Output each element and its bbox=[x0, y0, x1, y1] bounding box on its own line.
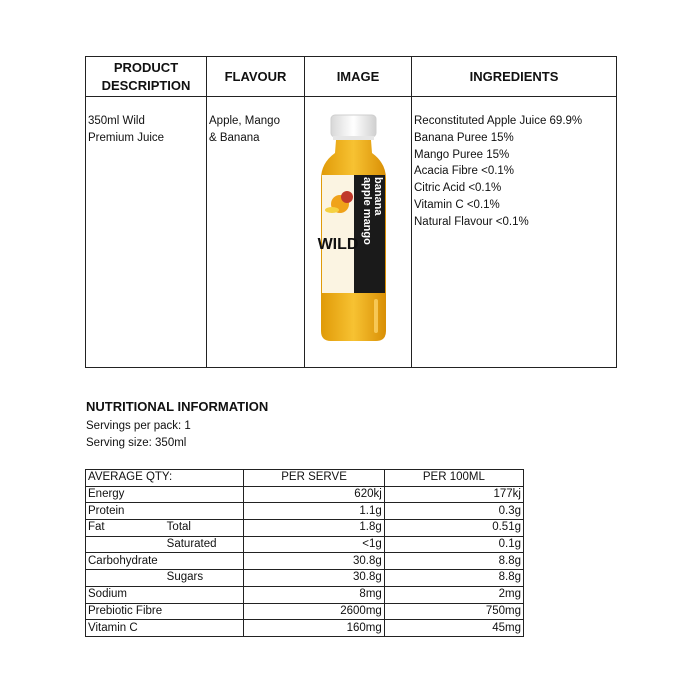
header-description-line2: DESCRIPTION bbox=[101, 77, 191, 93]
header-description-line1: PRODUCT bbox=[113, 59, 179, 75]
nutrient-per-serve: 160mg bbox=[244, 620, 384, 637]
bottle-flavour-line1: apple mango bbox=[361, 177, 373, 245]
banana-graphic bbox=[325, 207, 339, 213]
header-flavour: FLAVOUR bbox=[207, 57, 305, 97]
nutrition-row-prebiotic-fibre bbox=[86, 603, 524, 620]
ingredients-list bbox=[414, 113, 614, 231]
nutrient-per-100ml: 8.8g bbox=[384, 570, 523, 587]
nutrition-row-carbohydrate bbox=[86, 553, 524, 570]
nutrient-subname bbox=[165, 553, 244, 570]
nutrient-per-serve: <1g bbox=[244, 536, 384, 553]
product-description-line1: 350ml Wild bbox=[88, 115, 145, 127]
product-header-row bbox=[86, 57, 617, 97]
product-image-cell bbox=[305, 97, 412, 368]
nutrient-name: Prebiotic Fibre bbox=[86, 603, 165, 620]
nutrition-row-sugars bbox=[86, 570, 524, 587]
nutrition-row-sodium bbox=[86, 586, 524, 603]
serving-size: Serving size: 350ml bbox=[86, 437, 187, 449]
ingredient-item: Reconstituted Apple Juice 69.9% bbox=[414, 115, 583, 127]
nutrient-per-serve: 2600mg bbox=[244, 603, 384, 620]
nutrient-per-100ml: 45mg bbox=[384, 620, 523, 637]
nutrient-name bbox=[86, 536, 165, 553]
ingredient-item: Acacia Fibre <0.1% bbox=[414, 165, 515, 178]
nutrient-per-100ml: 8.8g bbox=[384, 553, 523, 570]
ingredient-item: Natural Flavour <0.1% bbox=[414, 215, 529, 228]
header-product-description bbox=[86, 57, 207, 97]
product-description-line2: Premium Juice bbox=[88, 131, 165, 144]
nutrient-subname: Saturated bbox=[165, 536, 244, 553]
nutrient-subname bbox=[165, 586, 244, 603]
nutrient-subname bbox=[165, 503, 244, 520]
ingredient-item: Banana Puree 15% bbox=[414, 131, 514, 144]
nutrient-per-100ml: 0.3g bbox=[384, 503, 523, 520]
nutrient-per-serve: 8mg bbox=[244, 586, 384, 603]
product-flavour-line1: Apple, Mango bbox=[209, 115, 280, 127]
nutrient-name bbox=[86, 570, 165, 587]
product-table bbox=[85, 56, 617, 368]
nutrition-row-fat-total bbox=[86, 520, 524, 537]
apple-graphic bbox=[341, 191, 353, 203]
nutrition-header-row bbox=[86, 470, 524, 487]
nutrient-per-serve: 30.8g bbox=[244, 570, 384, 587]
bottle-flavour-line2: banana bbox=[372, 177, 384, 216]
nutrient-name: Protein bbox=[86, 503, 165, 520]
servings-per-pack: Servings per pack: 1 bbox=[86, 420, 191, 432]
nutrient-subname: Total bbox=[165, 520, 244, 537]
nutrient-subname bbox=[165, 620, 244, 637]
nutrient-name: Fat bbox=[86, 520, 165, 537]
nutrient-per-100ml: 177kj bbox=[384, 486, 523, 503]
column-per-100ml: PER 100ML bbox=[384, 470, 523, 487]
product-body-row bbox=[86, 97, 617, 368]
nutrient-per-serve: 30.8g bbox=[244, 553, 384, 570]
nutrition-table bbox=[85, 469, 524, 637]
nutrient-per-100ml: 750mg bbox=[384, 603, 523, 620]
nutrient-subname bbox=[165, 603, 244, 620]
bottle-brand: WILD bbox=[317, 236, 359, 253]
nutrition-row-protein bbox=[86, 503, 524, 520]
header-ingredients: INGREDIENTS bbox=[412, 57, 617, 97]
nutrient-subname bbox=[165, 486, 244, 503]
nutrient-per-100ml: 2mg bbox=[384, 586, 523, 603]
nutritional-information-title: NUTRITIONAL INFORMATION bbox=[86, 399, 269, 414]
nutrient-per-serve: 620kj bbox=[244, 486, 384, 503]
nutrient-name: Sodium bbox=[86, 586, 165, 603]
nutrition-row-fat-saturated bbox=[86, 536, 524, 553]
nutrient-name: Energy bbox=[86, 486, 165, 503]
product-description-cell bbox=[86, 97, 207, 368]
nutrition-row-energy bbox=[86, 486, 524, 503]
nutrient-name: Carbohydrate bbox=[86, 553, 165, 570]
column-per-serve: PER SERVE bbox=[244, 470, 384, 487]
product-flavour-line2: & Banana bbox=[209, 131, 260, 144]
product-ingredients-cell bbox=[412, 97, 617, 368]
ingredient-item: Vitamin C <0.1% bbox=[414, 198, 500, 211]
bottle-highlight bbox=[374, 299, 378, 333]
nutrient-per-100ml: 0.51g bbox=[384, 520, 523, 537]
juice-bottle-image bbox=[314, 109, 402, 349]
nutrition-row-vitamin-c bbox=[86, 620, 524, 637]
nutrient-subname: Sugars bbox=[165, 570, 244, 587]
ingredient-item: Citric Acid <0.1% bbox=[414, 182, 502, 195]
nutrient-per-serve: 1.1g bbox=[244, 503, 384, 520]
ingredient-item: Mango Puree 15% bbox=[414, 148, 510, 161]
nutrient-per-100ml: 0.1g bbox=[384, 536, 523, 553]
product-flavour-cell bbox=[207, 97, 305, 368]
bottle-cap-ring bbox=[333, 136, 374, 140]
nutrient-per-serve: 1.8g bbox=[244, 520, 384, 537]
nutrient-name: Vitamin C bbox=[86, 620, 165, 637]
column-average-qty: AVERAGE QTY: bbox=[86, 470, 244, 487]
header-image: IMAGE bbox=[305, 57, 412, 97]
bottle-cap bbox=[331, 115, 376, 137]
